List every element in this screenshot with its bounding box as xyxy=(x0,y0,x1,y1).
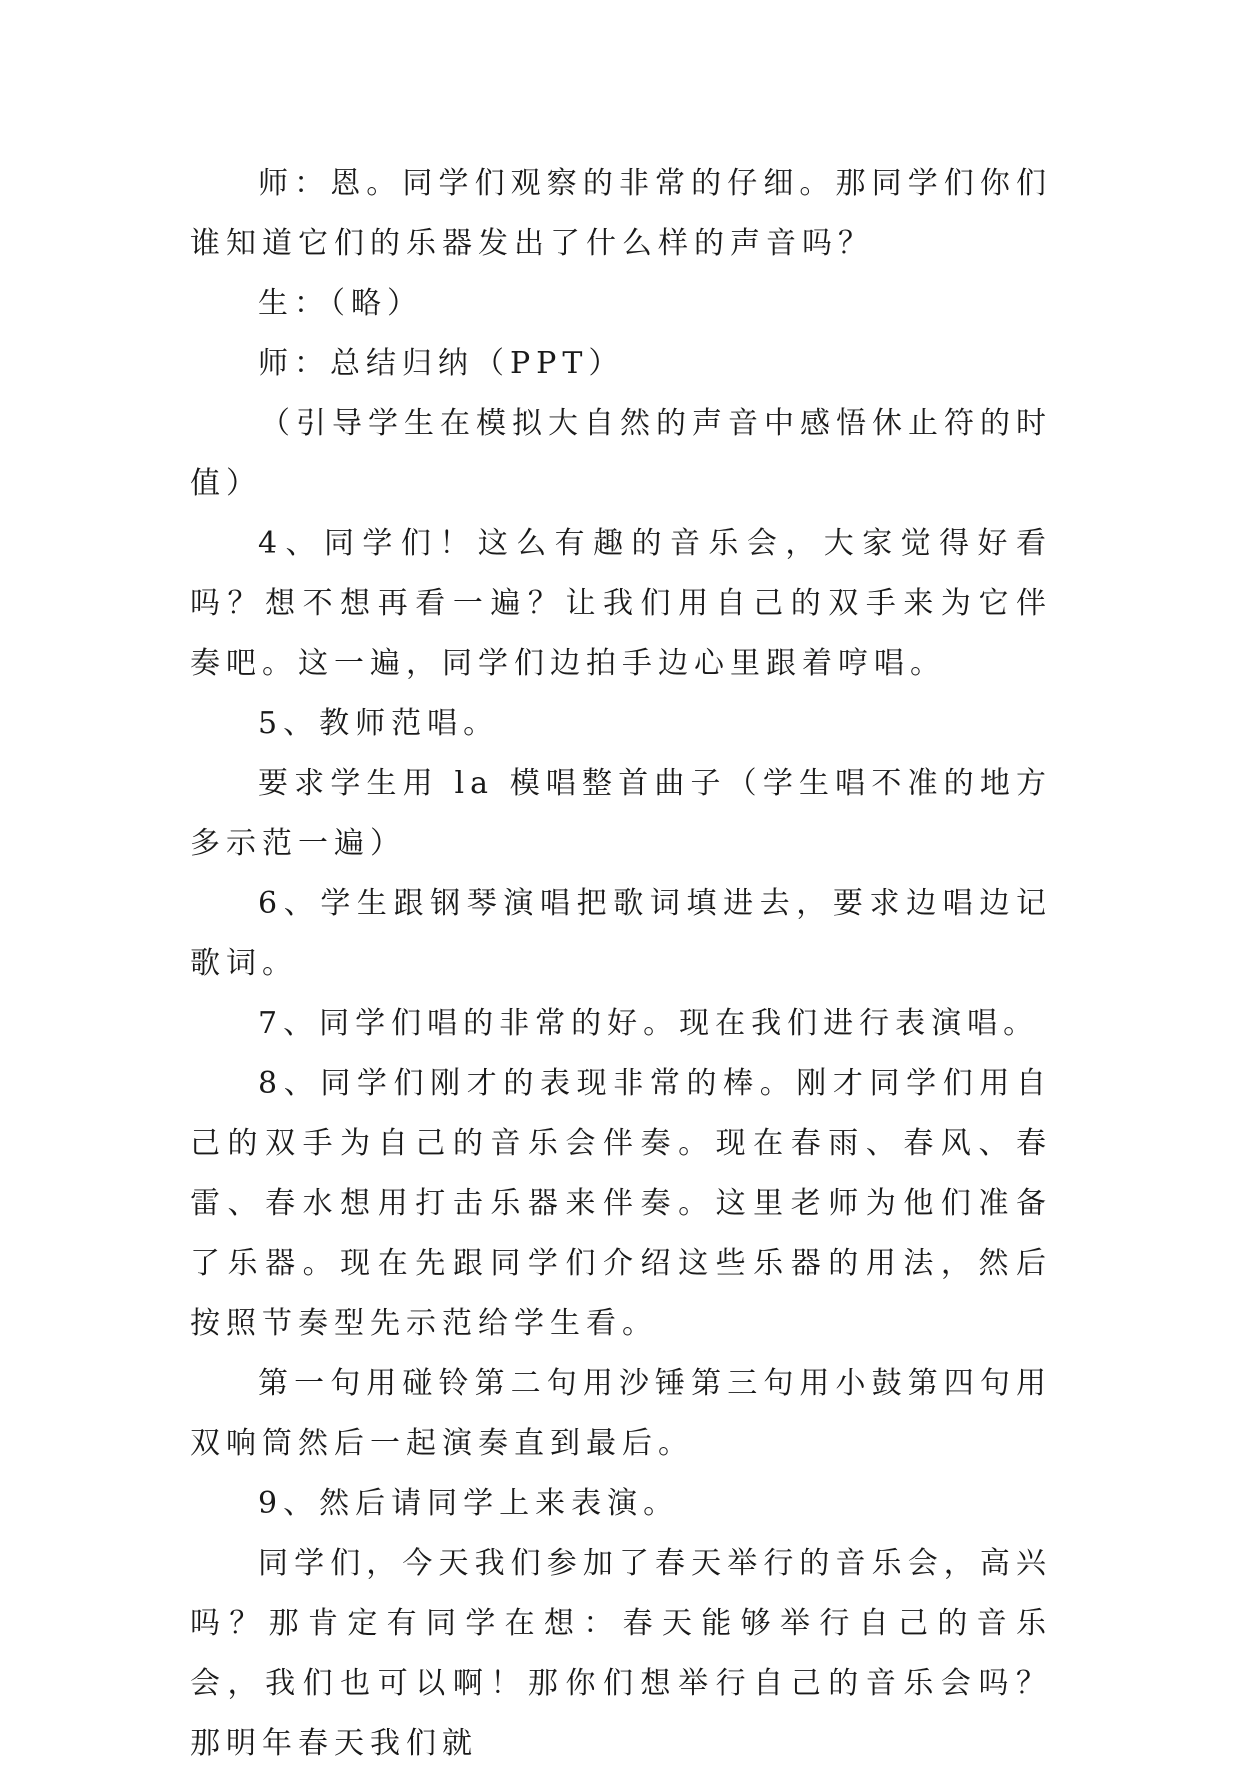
paragraph-step-5: 5、教师范唱。 xyxy=(258,706,500,741)
paragraph-step-9: 9、然后请同学上来表演。 xyxy=(258,1486,680,1521)
paragraph-teacher-summary: 师：总结归纳（PPT） xyxy=(258,346,625,381)
paragraph-teacher-question: 师：恩。同学们观察的非常的仔细。那同学们你们谁知道它们的乐器发出了什么样的声音吗？ xyxy=(190,166,1052,261)
paragraph-step-5-requirement: 要求学生用 la 模唱整首曲子（学生唱不准的地方多示范一遍） xyxy=(190,766,1052,861)
paragraph-closing: 同学们，今天我们参加了春天举行的音乐会，高兴吗？那肯定有同学在想：春天能够举行自己的音乐会，我们也可以啊！那你们想举行自己的音乐会吗？那明年春天我们就 xyxy=(190,1546,1052,1761)
paragraph-step-8: 8、同学们刚才的表现非常的棒。刚才同学们用自己的双手为自己的音乐会伴奏。现在春雨、春风、春雷、春水想用打击乐器来伴奏。这里老师为他们准备了乐器。现在先跟同学们介绍这些乐器的用法，然后按照节奏型先示范给学生看。 xyxy=(190,1066,1052,1341)
paragraph-step-4: 4、同学们！这么有趣的音乐会，大家觉得好看吗？想不想再看一遍？让我们用自己的双手来为它伴奏吧。这一遍，同学们边拍手边心里跟着哼唱。 xyxy=(190,526,1052,681)
paragraph-step-7: 7、同学们唱的非常的好。现在我们进行表演唱。 xyxy=(258,1006,1040,1041)
paragraph-guide-note: （引导学生在模拟大自然的声音中感悟休止符的时值） xyxy=(190,406,1052,501)
document-page xyxy=(190,154,1052,1774)
paragraph-student-answer: 生：（略） xyxy=(258,286,423,321)
paragraph-instrument-order: 第一句用碰铃第二句用沙锤第三句用小鼓第四句用双响筒然后一起演奏直到最后。 xyxy=(190,1366,1052,1461)
paragraph-step-6: 6、学生跟钢琴演唱把歌词填进去，要求边唱边记歌词。 xyxy=(190,886,1052,981)
